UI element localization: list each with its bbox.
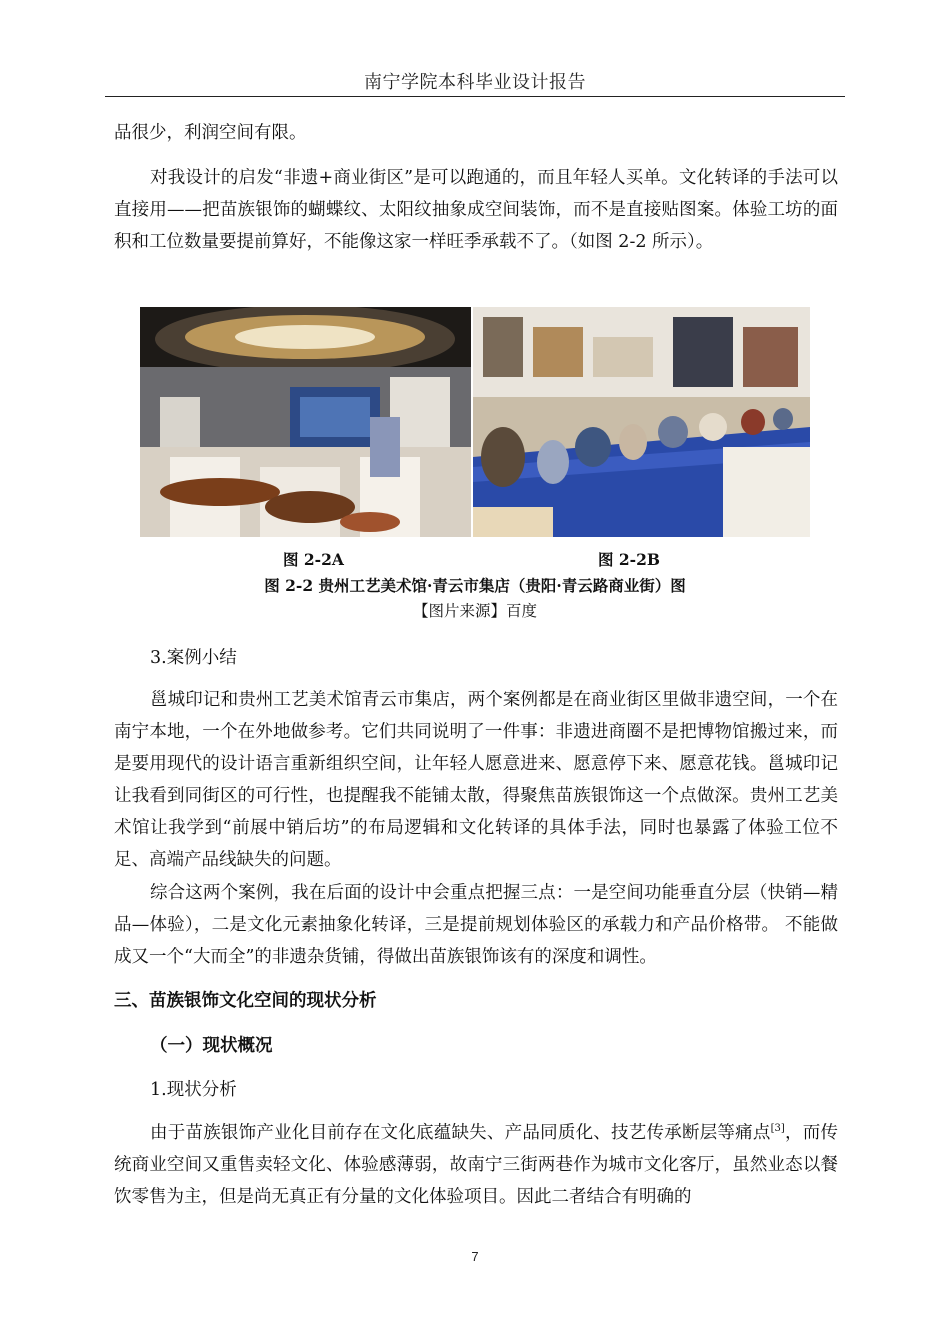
section-3-heading: 三、苗族银饰文化空间的现状分析 [114, 991, 377, 1011]
figure-2-2 [140, 307, 810, 537]
figure-label-2-2b: 图 2-2B [598, 550, 661, 569]
museum-interior-photo [140, 307, 471, 537]
paragraph-case-summary: 邕城印记和贵州工艺美术馆青云市集店，两个案例都是在商业街区里做非遗空间，一个在南宁本地，一个在外地做参考。它们共同说明了一件事：非遗进商圈不是把博物馆搬过来，而是要用现代的设计语言重新组织空间，让年轻人愿意进来、愿意停下来、愿意花钱。邕城印记让我看到同街区的可行性，也提醒我不能铺太散，得聚焦苗族银饰这一个点做深。贵州工艺美术馆让我学到“前展中销后坊”的布局逻辑和文化转译的具体手法，同时也暴露了体验工位不足、高端产品线缺失的问题。 [114, 690, 838, 870]
page-number: 7 [471, 1249, 479, 1264]
market-store-photo [473, 307, 810, 537]
current-analysis-heading: 1.现状分析 [150, 1080, 237, 1100]
paragraph-current-status [114, 1117, 838, 1213]
paragraph-continuation: 品很少，利润空间有限。 [114, 123, 307, 143]
paragraph-key-points: 综合这两个案例，我在后面的设计中会重点把握三点：一是空间功能垂直分层（快销—精品—体验），二是文化元素抽象化转译，三是提前规划体验区的承载力和产品价格带。 不能做成又一个“大而全”的非遗杂货铺，得做出苗族银饰该有的深度和调性。 [114, 883, 838, 967]
paragraph-design-inspiration: 对我设计的启发“非遗+商业街区”是可以跑通的，而且年轻人买单。文化转译的手法可以直接用——把苗族银饰的蝴蝶纹、太阳纹抽象成空间装饰，而不是直接贴图案。体验工坊的面积和工位数量要提前算好，不能像这家一样旺季承载不了。（如图 2-2 所示）。 [114, 168, 838, 252]
paragraph-current-status-text: 由于苗族银饰产业化目前存在文化底蕴缺失、产品同质化、技艺传承断层等痛点 [150, 1123, 771, 1143]
page-header: 南宁学院本科毕业设计报告 [364, 72, 586, 93]
header-rule [105, 96, 845, 97]
citation-ref-3[interactable]: [3] [770, 1123, 785, 1135]
subsection-1-heading: （一）现状概况 [150, 1036, 273, 1056]
figure-source: 【图片来源】百度 [412, 602, 537, 620]
case-summary-heading: 3.案例小结 [150, 648, 237, 668]
paragraph-current-status-rest: ，而传统商业空间又重售卖轻文化、体验感薄弱，故南宁三街两巷作为城市文化客厅，虽然业态以餐饮零售为主，但是尚无真正有分量的文化体验项目。因此二者结合有明确的 [114, 1123, 839, 1207]
figure-label-2-2a: 图 2-2A [283, 550, 344, 569]
figure-caption: 图 2-2 贵州工艺美术馆·青云市集店（贵阳·青云路商业街）图 [264, 576, 686, 595]
